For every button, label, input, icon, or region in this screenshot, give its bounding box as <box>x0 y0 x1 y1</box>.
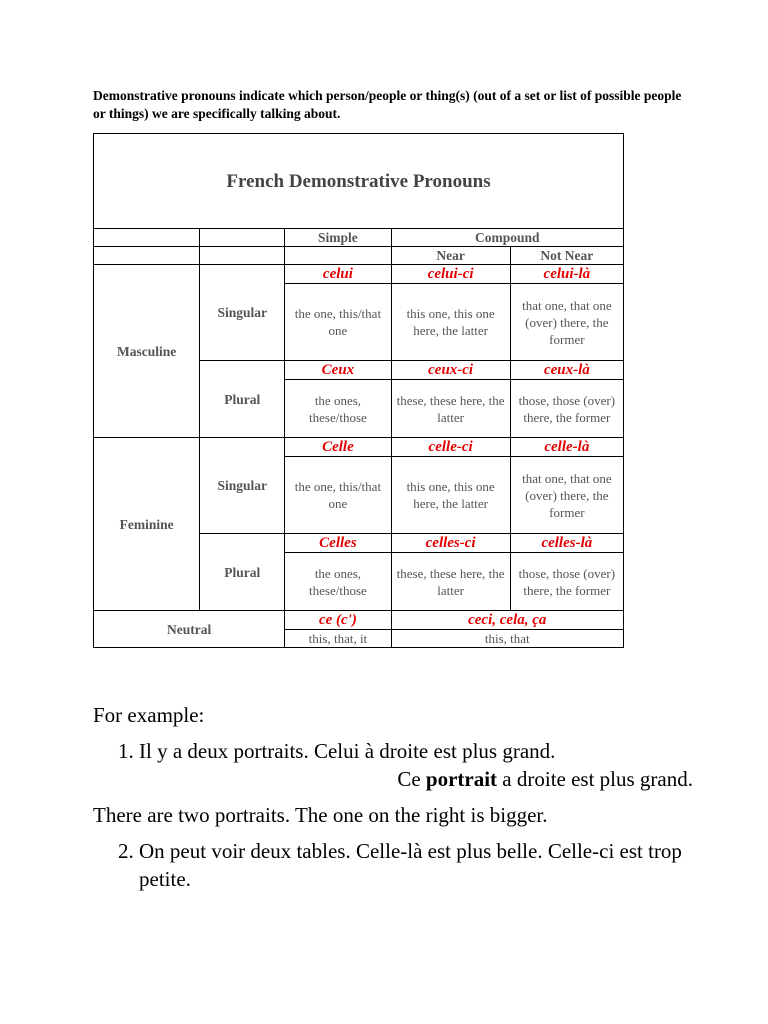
number-plural: Plural <box>200 534 285 611</box>
variant-bold-word: portrait <box>425 767 498 791</box>
example-1-sentence: Il y a deux portraits. Celui à droite est plus grand. <box>139 739 556 763</box>
pronoun-simple: Ceux <box>285 361 391 380</box>
number-singular: Singular <box>200 265 285 361</box>
translation-simple: the ones, these/those <box>285 553 391 611</box>
pronoun-far: celles-là <box>510 534 623 553</box>
translation-simple: this, that, it <box>285 630 391 648</box>
variant-text: a droite est plus grand. <box>497 767 693 791</box>
table-title: French Demonstrative Pronouns <box>94 134 624 229</box>
translation-near: these, these here, the latter <box>391 380 510 438</box>
pronoun-table <box>93 133 624 648</box>
translation-compound: this, that <box>391 630 623 648</box>
gender-neutral: Neutral <box>94 611 285 648</box>
pronoun-simple: celui <box>285 265 391 284</box>
pronoun-near: ceux-ci <box>391 361 510 380</box>
number-plural: Plural <box>200 361 285 438</box>
header-empty <box>94 247 200 265</box>
pronoun-compound: ceci, cela, ça <box>391 611 623 630</box>
gender-feminine: Feminine <box>94 438 200 611</box>
header-near: Near <box>391 247 510 265</box>
examples-section <box>93 701 693 901</box>
example-2: 2. On peut voir deux tables. Celle-là est plus belle. Celle-ci est trop petite. <box>139 837 693 893</box>
header-empty <box>200 229 285 247</box>
pronoun-simple: Celles <box>285 534 391 553</box>
translation-far: those, those (over) there, the former <box>510 380 623 438</box>
gender-masculine: Masculine <box>94 265 200 438</box>
pronoun-simple: ce (c') <box>285 611 391 630</box>
translation-far: those, those (over) there, the former <box>510 553 623 611</box>
translation-simple: the one, this/that one <box>285 457 391 534</box>
example-1 <box>139 737 693 793</box>
translation-near: this one, this one here, the latter <box>391 284 510 361</box>
example-1-variant <box>139 765 693 793</box>
translation-near: this one, this one here, the latter <box>391 457 510 534</box>
header-empty <box>285 247 391 265</box>
translation-near: these, these here, the latter <box>391 553 510 611</box>
header-not-near: Not Near <box>510 247 623 265</box>
pronoun-near: celui-ci <box>391 265 510 284</box>
intro-paragraph: Demonstrative pronouns indicate which person/people or thing(s) (out of a set or list of possible people or things) we are specifically talking about. <box>93 88 682 121</box>
pronoun-far: celle-là <box>510 438 623 457</box>
header-simple: Simple <box>285 229 391 247</box>
pronoun-simple: Celle <box>285 438 391 457</box>
pronoun-far: celui-là <box>510 265 623 284</box>
example-1-translation: There are two portraits. The one on the right is bigger. <box>93 803 548 827</box>
translation-simple: the ones, these/those <box>285 380 391 438</box>
header-empty <box>200 247 285 265</box>
example-list <box>93 737 693 793</box>
example-list-continued <box>93 837 693 893</box>
examples-heading: For example: <box>93 703 205 727</box>
translation-simple: the one, this/that one <box>285 284 391 361</box>
number-singular: Singular <box>200 438 285 534</box>
pronoun-near: celles-ci <box>391 534 510 553</box>
pronoun-far: ceux-là <box>510 361 623 380</box>
translation-far: that one, that one (over) there, the former <box>510 457 623 534</box>
pronoun-near: celle-ci <box>391 438 510 457</box>
header-empty <box>94 229 200 247</box>
header-compound: Compound <box>391 229 623 247</box>
translation-far: that one, that one (over) there, the former <box>510 284 623 361</box>
variant-text: Ce <box>397 767 426 791</box>
